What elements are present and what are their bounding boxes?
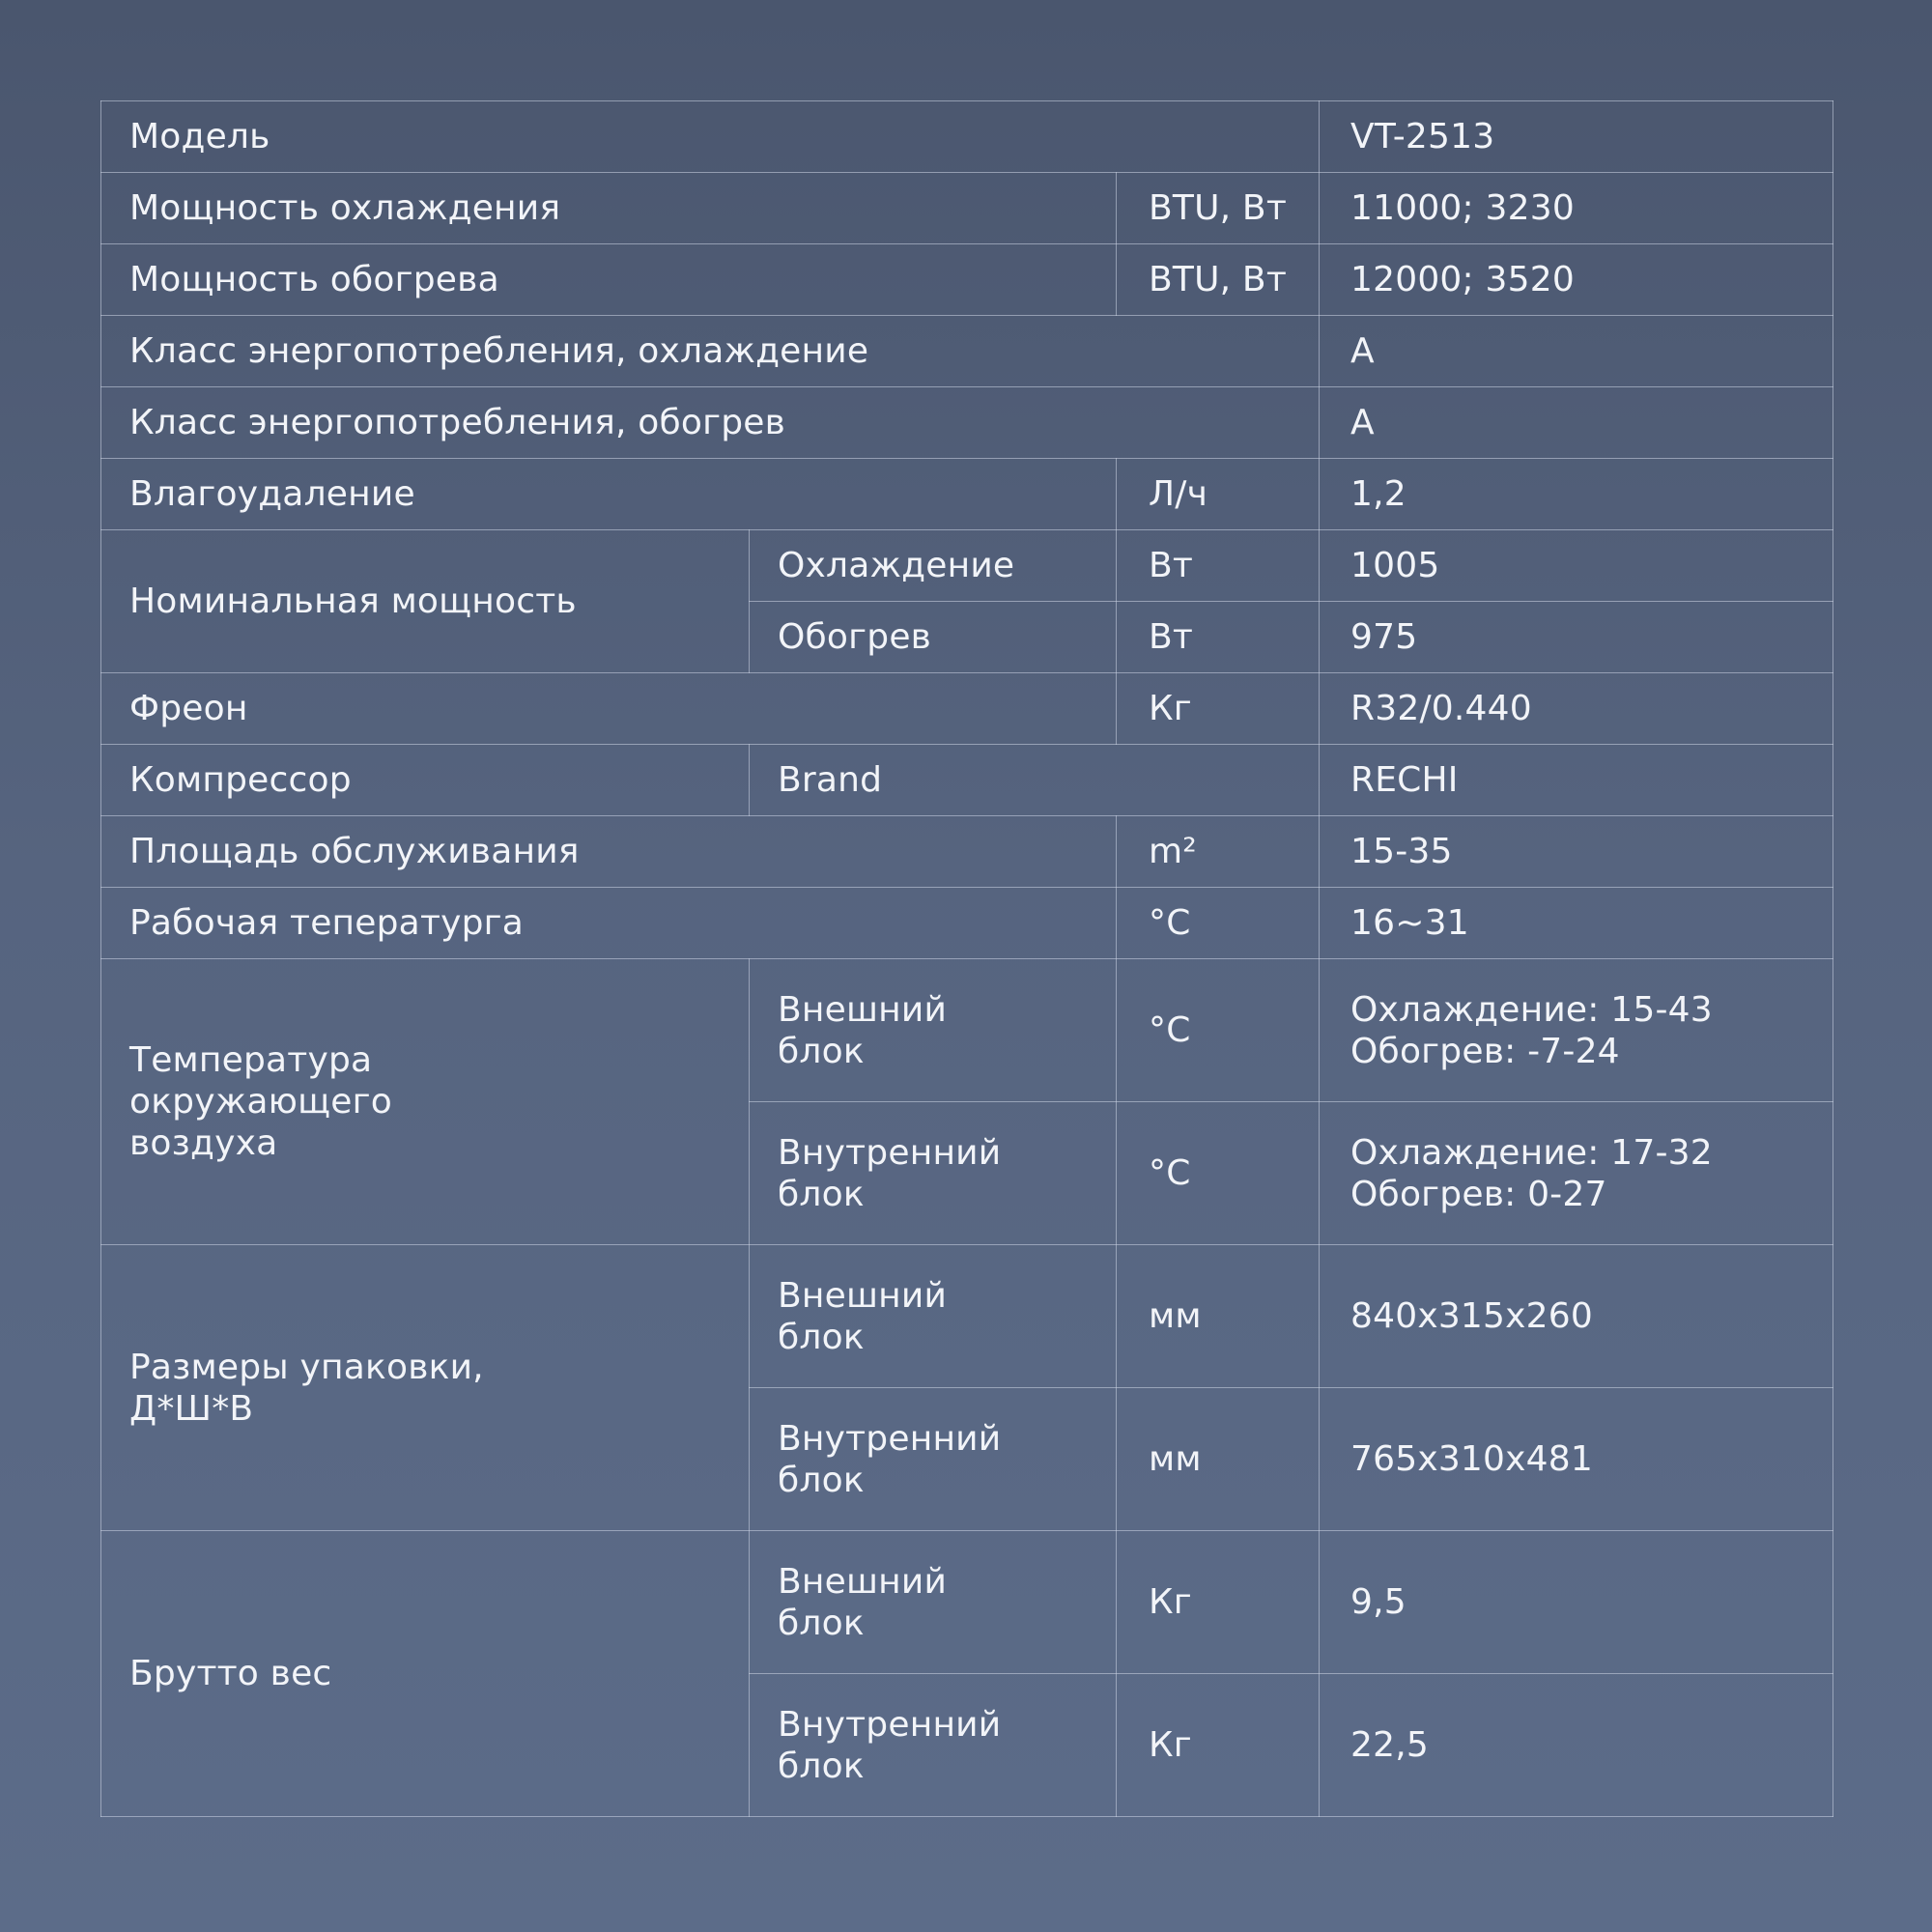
row-sublabel: Внутренний блок [750, 1388, 1117, 1531]
row-label: Брутто вес [101, 1531, 750, 1817]
row-value: R32/0.440 [1320, 673, 1833, 745]
row-label: Мощность обогрева [101, 244, 1117, 316]
row-sublabel: Внешний блок [750, 959, 1117, 1102]
row-value: Охлаждение: 15-43 Обогрев: -7-24 [1320, 959, 1833, 1102]
row-value: 1,2 [1320, 459, 1833, 530]
row-label: Класс энергопотребления, обогрев [101, 387, 1320, 459]
row-value: VT-2513 [1320, 101, 1833, 173]
table-row-refrigerant [101, 673, 1833, 745]
row-label: Номинальная мощность [101, 530, 750, 673]
row-label: Компрессор [101, 745, 750, 816]
row-sublabel: Brand [750, 745, 1320, 816]
row-unit: °C [1117, 888, 1320, 959]
row-label: Мощность охлаждения [101, 173, 1117, 244]
row-unit: Кг [1117, 673, 1320, 745]
table-row-cooling-capacity [101, 173, 1833, 244]
row-unit: мм [1117, 1245, 1320, 1388]
row-value: A [1320, 387, 1833, 459]
table-row-package-dimensions [101, 1245, 1833, 1388]
table-row-operating-temperature [101, 888, 1833, 959]
row-unit: BTU, Вт [1117, 173, 1320, 244]
table-row-rated-power [101, 530, 1833, 602]
table-row-ambient-temperature [101, 959, 1833, 1102]
row-value: 840x315x260 [1320, 1245, 1833, 1388]
table-row-dehumidification [101, 459, 1833, 530]
table-row-energy-class-heating [101, 387, 1833, 459]
row-label: Фреон [101, 673, 1117, 745]
row-unit: °C [1117, 959, 1320, 1102]
row-value: 12000; 3520 [1320, 244, 1833, 316]
row-sublabel: Внутренний блок [750, 1674, 1117, 1817]
table-row-energy-class-cooling [101, 316, 1833, 387]
row-unit: мм [1117, 1388, 1320, 1531]
table-row-service-area [101, 816, 1833, 888]
row-sublabel: Внешний блок [750, 1245, 1117, 1388]
row-label: Размеры упаковки, Д*Ш*В [101, 1245, 750, 1531]
row-label: Температура окружающего воздуха [101, 959, 750, 1245]
row-unit: BTU, Вт [1117, 244, 1320, 316]
row-value: Охлаждение: 17-32 Обогрев: 0-27 [1320, 1102, 1833, 1245]
row-value: 15-35 [1320, 816, 1833, 888]
row-unit: m² [1117, 816, 1320, 888]
table-row-heating-capacity [101, 244, 1833, 316]
row-sublabel: Обогрев [750, 602, 1117, 673]
row-value: 11000; 3230 [1320, 173, 1833, 244]
row-sublabel: Внешний блок [750, 1531, 1117, 1674]
row-label: Рабочая теператургa [101, 888, 1117, 959]
row-value: 22,5 [1320, 1674, 1833, 1817]
row-value: 975 [1320, 602, 1833, 673]
row-unit: °C [1117, 1102, 1320, 1245]
row-unit: Вт [1117, 530, 1320, 602]
row-value: 16~31 [1320, 888, 1833, 959]
row-value: 9,5 [1320, 1531, 1833, 1674]
table-row-model [101, 101, 1833, 173]
row-unit: Кг [1117, 1674, 1320, 1817]
row-value: A [1320, 316, 1833, 387]
row-label: Модель [101, 101, 1320, 173]
table-row-gross-weight [101, 1531, 1833, 1674]
row-sublabel: Охлаждение [750, 530, 1117, 602]
row-label: Класс энергопотребления, охлаждение [101, 316, 1320, 387]
row-label: Площадь обслуживания [101, 816, 1117, 888]
row-value: RECHI [1320, 745, 1833, 816]
specifications-table [100, 100, 1833, 1817]
table-row-compressor [101, 745, 1833, 816]
row-unit: Кг [1117, 1531, 1320, 1674]
row-value: 1005 [1320, 530, 1833, 602]
row-label: Влагоудаление [101, 459, 1117, 530]
row-unit: Л/ч [1117, 459, 1320, 530]
row-value: 765x310x481 [1320, 1388, 1833, 1531]
row-sublabel: Внутренний блок [750, 1102, 1117, 1245]
row-unit: Вт [1117, 602, 1320, 673]
